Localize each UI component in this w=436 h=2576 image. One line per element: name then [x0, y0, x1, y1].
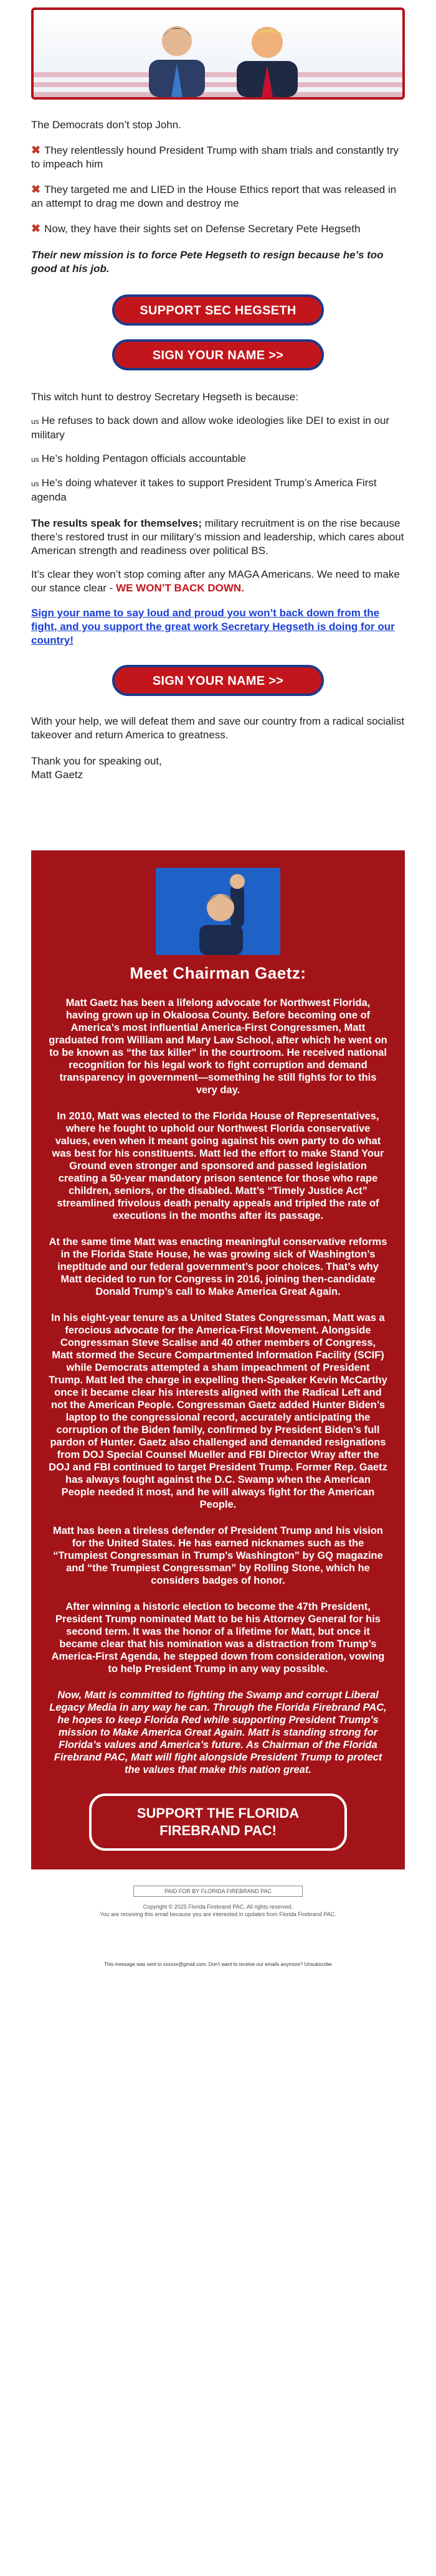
email-body: [31, 7, 405, 782]
sign-your-name-button-2[interactable]: SIGN YOUR NAME >>: [112, 665, 324, 696]
us-flag-icon: us: [31, 417, 39, 426]
sign-your-name-button[interactable]: SIGN YOUR NAME >>: [112, 339, 324, 370]
intro-line: The Democrats don’t stop John.: [31, 119, 181, 131]
reason-item: us He’s doing whatever it takes to support President Trump’s America First agenda: [31, 477, 377, 503]
closing-paragraph: With your help, we will defeat them and save our country from a radical socialist takeover and return America to greatness.: [31, 715, 405, 741]
x-bullet: [31, 222, 405, 236]
support-hegseth-button[interactable]: SUPPORT SEC HEGSETH: [112, 294, 324, 326]
x-bullet: [31, 143, 405, 171]
support-pac-button[interactable]: SUPPORT THE FLORIDA FIREBRAND PAC!: [89, 1793, 347, 1851]
bio-paragraph: In his eight-year tenure as a United States Congressman, Matt was a ferocious advocate for the America-First Movement. Alongside Congressman Steve Scalise and 40 other members of Congress, Matt stormed the Secure Compartmented Information Facility (SCIF) while Democrats attempted a sham impeachment of President Trump. Matt led the charge in expelling then-Speaker Kevin McCarthy once it became clear his interests aligned with the Radical Left and not the American People. Congressman Gaetz added Hunter Biden’s laptop to the congressional record, accurately anticipating the corruption of the Biden family, confirmed by President Biden’s full pardon of Hunter. Gaetz also challenged and demanded resignations from DOJ Special Counsel Mueller and FBI Director Wray after the DOJ and FBI continued to target President Trump. Former Rep. Gaetz has always fought against the D.C. Swamp when the American People needed it most, and he will always fight for the American People.: [49, 1312, 387, 1510]
bio-paragraph: Matt has been a tireless defender of President Trump and his vision for the United States. He has earned nicknames such as the “Trumpiest Congressman in Trump’s Washington” by GQ magazine and “the Trumpiest Congressman” by Rolling Stone, which he considers badges of honor.: [53, 1525, 383, 1586]
x-bullet: [31, 182, 405, 210]
gaetz-photo: [156, 868, 280, 955]
mission-statement: Their new mission is to force Pete Hegseth to resign because he’s too good at his job.: [31, 249, 384, 275]
reason-item: us He refuses to back down and allow woke ideologies like DEI to exist in our military: [31, 415, 390, 441]
cross-mark-icon: ✖: [31, 183, 41, 195]
x-bullet-text: Now, they have their sights set on Defense Secretary Pete Hegseth: [44, 223, 361, 235]
bio-heading: Meet Chairman Gaetz:: [130, 964, 306, 982]
us-flag-icon: us: [31, 455, 39, 464]
bio-paragraph: At the same time Matt was enacting meaningful conservative reforms in the Florida State House, he was growing sick of Washington’s ineptitude and our federal government’s poor choices. That’s why Matt decided to run for Congress in 2016, joining then-candidate Donald Trump’s call to Make America Great Again.: [49, 1236, 387, 1297]
us-flag-icon: us: [31, 479, 39, 488]
bio-paragraph: In 2010, Matt was elected to the Florida House of Representatives, where he fought to uphold our Northwest Florida conservative values, even when it meant going against his own party to do what was best for his constituents. Matt led the effort to make Stand Your Ground even stronger and sponsored and passed legislation creating a 50-year mandatory prison sentence for those who rape children, seniors, or the disabled. Matt’s “Timely Justice Act” streamlined frivolous death penalty appeals and tripled the rate of executions in the months after its passage.: [52, 1111, 384, 1221]
x-bullet-text: They targeted me and LIED in the House Ethics report that was released in an attempt to drag me down and destroy me: [31, 184, 397, 209]
gaetz-fist-icon: [156, 868, 280, 955]
witch-hunt-line: This witch hunt to destroy Secretary Hegseth is because:: [31, 391, 298, 403]
signoff: Thank you for speaking out, Matt Gaetz: [31, 755, 162, 781]
trump-portrait: [220, 15, 314, 97]
sign-name-link[interactable]: Sign your name to say loud and proud you won’t back down from the fight, and you support the great work Secretary Hegseth is doing for our country!: [31, 607, 395, 646]
cross-mark-icon: ✖: [31, 222, 41, 235]
bio-section: [31, 850, 405, 1869]
reason-item: us He’s holding Pentagon officials accountable: [31, 453, 246, 464]
clear-stance-paragraph: It’s clear they won’t stop coming after any MAGA Americans. We need to make our stance clear - WE WON’T BACK DOWN.: [31, 568, 400, 594]
cross-mark-icon: ✖: [31, 144, 41, 156]
paid-for-box: PAID FOR BY FLORIDA FIREBRAND PAC: [133, 1886, 303, 1897]
footer-note[interactable]: This message was sent to xxxxxx@gmail.com. Don't want to receive our emails anymore? Unsubscribe: [104, 1962, 332, 1967]
results-paragraph: The results speak for themselves; military recruitment is on the rise because there’s restored trust in our military’s mission and leadership, which cares about American strength and readiness over political BS.: [31, 517, 404, 557]
bio-paragraph: After winning a historic election to become the 47th President, President Trump nominated Matt to be his Attorney General for his second term. It was the honor of a lifetime for Matt, but once it became clear that his nomination was a distraction from Trump’s America-First Agenda, he stepped down from consideration, vowing to help President Trump in any way possible.: [51, 1601, 385, 1675]
x-bullet-text: They relentlessly hound President Trump with sham trials and constantly try to impeach him: [31, 144, 399, 170]
bio-paragraph: Matt Gaetz has been a lifelong advocate for Northwest Florida, having grown up in Okaloosa County. Before becoming one of America’s most influential America-First Congressmen, Matt graduated from William and Mary Law School, after which he went on to be known as “the tax killer” in the courtroom. He received national recognition for his legal work to fight corruption and demand transparency in government—something he still fights for to this very day.: [49, 997, 387, 1096]
hero-image: [31, 7, 405, 100]
legal-text: Copyright © 2025 Florida Firebrand PAC, All rights reserved. You are receiving this email because you are interested in updates from Florida Firebrand PAC.: [100, 1904, 336, 1917]
gaetz-portrait: [130, 15, 224, 97]
bio-final-paragraph: Now, Matt is committed to fighting the Swamp and corrupt Liberal Legacy Media in any way he can. Through the Florida Firebrand PAC, he hopes to keep Florida Red while supporting President Trump’s mission to Make America Great Again. Matt is standing strong for Florida’s values and America’s future. As Chairman of the Florida Firebrand PAC, Matt will fight alongside President Trump to protect the values that make this nation great.: [49, 1690, 387, 1775]
